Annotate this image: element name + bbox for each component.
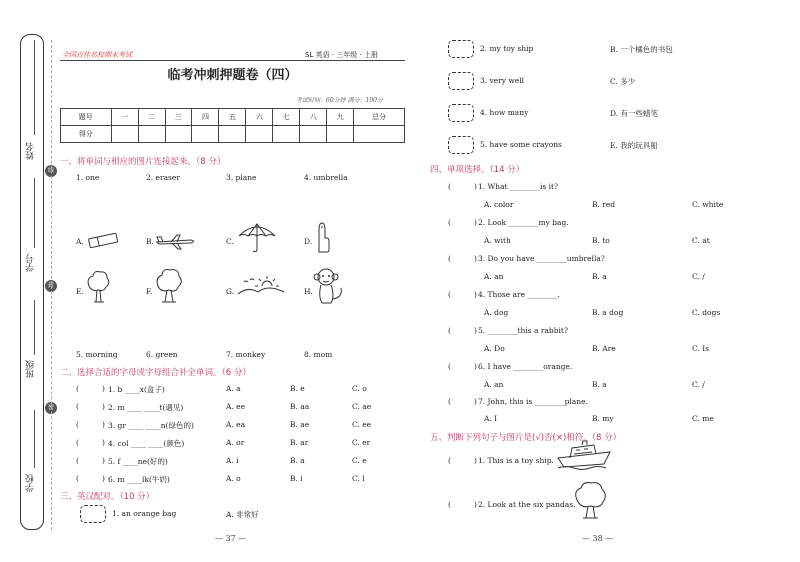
score-header-cell: 三 [165, 109, 192, 126]
tagline: 全国百佳名校期末考试 [62, 51, 132, 59]
answer-paren-open[interactable]: ( [76, 474, 79, 483]
number-line [34, 178, 35, 248]
question-text: ) [102, 420, 105, 429]
page-number-left: — 37 — [215, 534, 247, 543]
question-text: 5. f ____ne(好的) [108, 457, 168, 466]
question-text: ) [474, 254, 477, 263]
score-header-cell: 六 [246, 109, 273, 126]
binding-frame [20, 34, 44, 530]
option-a: A. an [484, 272, 504, 281]
question-text: ) [102, 402, 105, 411]
option-a: A. an [484, 380, 504, 389]
pic-letter-e: E. [76, 287, 84, 296]
section-2-title: 二、选择合适的字母或字母组合补全单词。（6 分） [60, 368, 251, 378]
section-1-title: 一、将单词与相应的图片连接起来。（8 分） [60, 157, 226, 167]
seal-mark-2: 封 [45, 280, 57, 292]
question-text: ) [474, 397, 477, 406]
exam-meta: 考试时间：60分钟 满分：100分 [296, 97, 383, 104]
option-a: A. or [226, 438, 245, 447]
option-c: C. er [352, 438, 371, 447]
option-b: B. a dog [592, 308, 624, 317]
option-b: B. i [290, 474, 303, 483]
score-header-cell: 七 [273, 109, 300, 126]
class-line [34, 300, 35, 355]
answer-paren-open[interactable]: ( [448, 456, 451, 465]
word-2: 2. eraser [146, 173, 180, 182]
option-c: C. Is [692, 344, 710, 353]
score-input-cell[interactable] [219, 126, 246, 143]
option-c: C. white [692, 200, 724, 209]
match-item-cn: C. 多少 [610, 77, 636, 86]
school-line [34, 410, 35, 468]
question-text: 7. John, this is ________plane. [478, 397, 588, 406]
question-text: 2. m ____ ____t(遇见) [108, 403, 184, 412]
question-text: 5. ________this a rabbit? [478, 326, 568, 335]
answer-paren-open[interactable]: ( [448, 290, 451, 299]
score-header-cell: 四 [192, 109, 219, 126]
option-a: A. o [226, 474, 241, 483]
option-b: B. to [592, 236, 610, 245]
question-text: 1. This is a toy ship. [478, 456, 554, 465]
answer-box[interactable] [80, 505, 106, 523]
answer-box[interactable] [448, 136, 474, 154]
page-title: 临考冲刺押题卷（四） [167, 68, 298, 83]
binding-strip [0, 0, 46, 562]
tree-picture [572, 480, 610, 520]
student-number-label: 学号 [26, 254, 36, 272]
answer-paren-open[interactable]: ( [448, 500, 451, 509]
name-line [34, 40, 35, 135]
school-label: 学校 [26, 474, 36, 492]
toy-ship-picture [556, 440, 614, 470]
question-text: ) [474, 500, 477, 509]
score-input-cell[interactable] [165, 126, 192, 143]
monkey-picture [313, 266, 345, 306]
option-b: B. a [592, 380, 607, 389]
word-8: 8. mom [304, 350, 333, 359]
question-text: ) [474, 290, 477, 299]
class-label: 班级 [26, 360, 36, 378]
answer-paren-open[interactable]: ( [76, 384, 79, 393]
score-input-cell[interactable] [327, 126, 354, 143]
word-5: 5. morning [76, 350, 118, 359]
match-item-cn: A. 非常好 [226, 510, 259, 519]
answer-paren-open[interactable]: ( [448, 326, 451, 335]
score-input-cell[interactable] [246, 126, 273, 143]
option-a: A. I [484, 414, 498, 423]
match-item-cn: D. 有一些蜡笔 [610, 109, 659, 118]
match-item-en: 3. very well [480, 76, 525, 85]
score-header-cell: 五 [219, 109, 246, 126]
score-table-header-row [61, 109, 405, 126]
option-b: B. e [290, 384, 305, 393]
question-text: 6. I have ________orange. [478, 362, 573, 371]
question-text: ) [474, 326, 477, 335]
score-input-cell[interactable] [192, 126, 219, 143]
word-4: 4. umbrella [304, 173, 348, 182]
option-c: C. me [692, 414, 714, 423]
section-5-title: 五、判断下列句子与图片是(√)否(×)相符。（8 分） [430, 433, 622, 443]
answer-box[interactable] [448, 40, 474, 58]
score-header-cell: 题号 [61, 109, 112, 126]
word-3: 3. plane [226, 173, 257, 182]
option-a: A. ee [226, 402, 246, 411]
option-a: A. color [484, 200, 514, 209]
option-c: C. / [692, 380, 705, 389]
match-item-en: 1. an orange bag [112, 509, 177, 518]
option-c: C. dogs [692, 308, 721, 317]
option-b: B. Are [592, 344, 616, 353]
score-header-cell: 九 [327, 109, 354, 126]
answer-paren-open[interactable]: ( [448, 182, 451, 191]
question-text: ) [474, 362, 477, 371]
pic-letter-d: D. [304, 237, 313, 246]
option-c: C. ee [352, 420, 372, 429]
score-header-cell: 八 [300, 109, 327, 126]
pic-letter-a: A. [76, 237, 84, 246]
option-b: B. ae [290, 420, 310, 429]
score-header-cell: 一 [111, 109, 138, 126]
question-text: 4. col ____ ____(颜色) [108, 439, 185, 448]
score-input-cell[interactable] [354, 126, 405, 143]
name-label: 姓名 [26, 142, 36, 160]
question-text: ) [474, 218, 477, 227]
question-text: ) [474, 456, 477, 465]
question-text: ) [102, 474, 105, 483]
score-row-label: 得分 [61, 126, 112, 143]
seal-mark-1: 线 [45, 165, 57, 177]
answer-paren-open[interactable]: ( [76, 456, 79, 465]
option-c: C. e [352, 456, 367, 465]
match-item-cn: E. 我的玩具船 [610, 141, 658, 150]
page-number-right: — 38 — [582, 534, 614, 543]
morning-sunrise-picture [236, 274, 286, 300]
score-input-cell[interactable] [138, 126, 165, 143]
pic-letter-c: C. [226, 237, 234, 246]
question-text: 1. What ________is it? [478, 182, 559, 191]
question-text: 2. Look at the six pandas. [478, 500, 576, 509]
umbrella-picture [236, 222, 278, 254]
option-a: A. Do [484, 344, 505, 353]
question-text: 3. gr ____ ____n(绿色的) [108, 421, 194, 430]
tree-picture [84, 268, 112, 304]
score-header-cell: 二 [138, 109, 165, 126]
answer-paren-open[interactable]: ( [448, 397, 451, 406]
section-4-title: 四、单项选择。（14 分） [430, 165, 525, 175]
eraser-picture [86, 232, 120, 248]
score-table [60, 108, 405, 143]
answer-paren-open[interactable]: ( [448, 362, 451, 371]
pic-letter-g: G. [226, 287, 235, 296]
subject-label: SL 英语 · 三年级 · 上册 [305, 51, 378, 59]
score-header-cell: 总分 [354, 109, 405, 126]
score-input-cell[interactable] [300, 126, 327, 143]
option-a: A. dog [484, 308, 509, 317]
option-c: C. / [692, 272, 705, 281]
option-b: B. red [592, 200, 616, 209]
match-item-en: 5. have some crayons [480, 140, 562, 149]
cut-line [51, 40, 52, 530]
option-c: C. at [692, 236, 710, 245]
question-text: ) [102, 438, 105, 447]
option-a: A. a [226, 384, 241, 393]
pic-letter-f: F. [146, 287, 153, 296]
seal-mark-3: 密 [45, 402, 57, 414]
question-text: 6. m ____lk(牛奶) [108, 475, 170, 484]
option-c: C. l [352, 474, 365, 483]
word-6: 6. green [146, 350, 178, 359]
option-c: C. o [352, 384, 367, 393]
option-b: B. a [290, 456, 305, 465]
green-tree-picture [154, 266, 184, 304]
word-1: 1. one [76, 173, 100, 182]
score-input-cell[interactable] [273, 126, 300, 143]
answer-paren-open[interactable]: ( [76, 420, 79, 429]
question-text: ) [102, 456, 105, 465]
option-c: C. ae [352, 402, 372, 411]
answer-paren-open[interactable]: ( [76, 438, 79, 447]
pic-letter-h: H. [304, 287, 313, 296]
match-item-en: 4. how many [480, 108, 529, 117]
answer-box[interactable] [448, 72, 474, 90]
plane-picture [155, 232, 197, 250]
answer-paren-open[interactable]: ( [448, 254, 451, 263]
question-text: ) [474, 182, 477, 191]
option-a: A. i [226, 456, 239, 465]
answer-paren-open[interactable]: ( [448, 218, 451, 227]
answer-box[interactable] [448, 104, 474, 122]
header-rule [60, 60, 405, 61]
question-text: 2. Look ________my bag. [478, 218, 569, 227]
match-item-en: 2. my toy ship [480, 44, 534, 53]
score-input-cell[interactable] [111, 126, 138, 143]
score-table-score-row [61, 126, 405, 143]
word-7: 7. monkey [226, 350, 266, 359]
one-finger-picture [313, 220, 331, 254]
option-a: A. ea [226, 420, 246, 429]
question-text: 3. Do you have ________umbrella? [478, 254, 605, 263]
option-b: B. aa [290, 402, 310, 411]
option-a: A. with [484, 236, 511, 245]
section-3-title: 三、英汉配对。（10 分） [60, 492, 155, 502]
option-b: B. a [592, 272, 607, 281]
option-b: B. my [592, 414, 614, 423]
question-text: 4. Those are ________. [478, 290, 560, 299]
answer-paren-open[interactable]: ( [76, 402, 79, 411]
pic-letter-b: B. [146, 237, 154, 246]
question-text: 1. b ____x(盒子) [108, 385, 165, 394]
match-item-cn: B. 一个橘色的书包 [610, 45, 673, 54]
option-b: B. ar [290, 438, 309, 447]
question-text: ) [102, 384, 105, 393]
